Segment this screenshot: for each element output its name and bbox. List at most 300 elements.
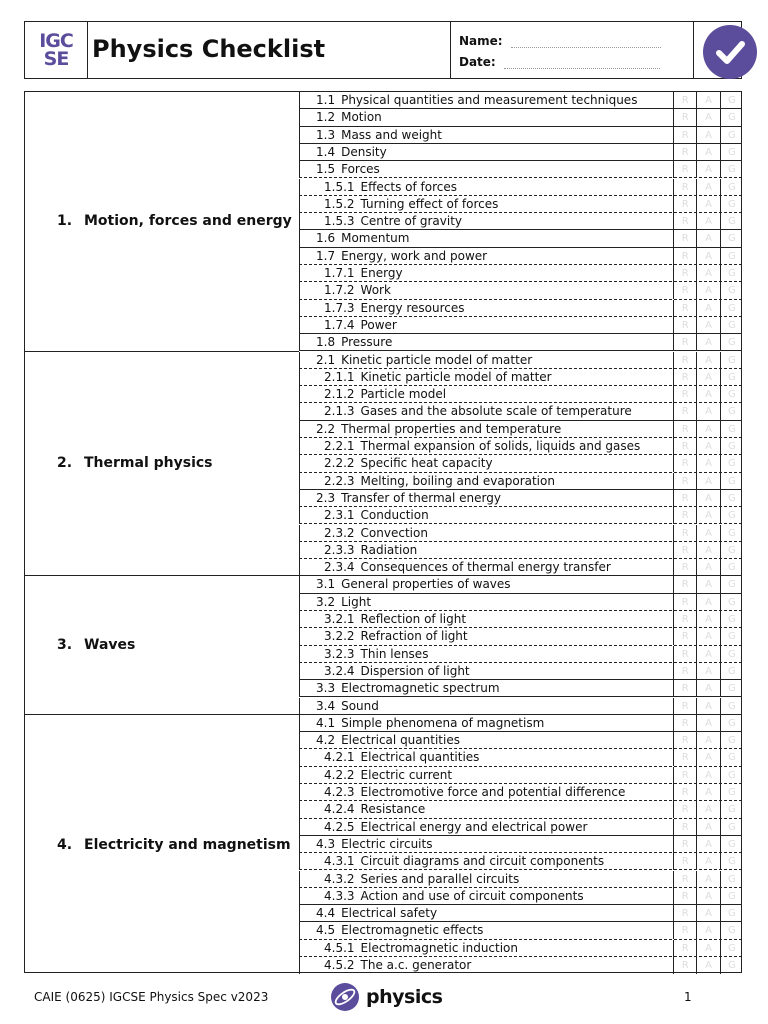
section-title: Waves (84, 637, 136, 654)
checklist-row (299, 525, 742, 542)
rag-box-r[interactable]: R (673, 611, 696, 628)
checklist-row (299, 646, 742, 663)
rag-box-g[interactable]: G (720, 784, 743, 801)
checklist-row (299, 698, 742, 715)
topic-label (300, 369, 673, 386)
topic-text: Pressure (341, 335, 393, 350)
rag-boxes (673, 490, 743, 507)
rag-box-a[interactable]: A (696, 888, 719, 905)
name-row[interactable]: Name: (459, 34, 661, 48)
rag-box-r[interactable]: R (673, 871, 696, 888)
rag-box-r[interactable]: R (673, 300, 696, 317)
topic-text: Specific heat capacity (360, 456, 493, 471)
rag-box-a[interactable]: A (696, 403, 719, 420)
rag-box-g[interactable]: G (720, 403, 743, 420)
topic-label (300, 144, 673, 161)
rag-box-a[interactable]: A (696, 196, 719, 213)
rag-box-r[interactable]: R (673, 698, 696, 715)
rag-box-g[interactable]: G (720, 213, 743, 230)
checklist-row (299, 940, 742, 957)
rag-box-a[interactable]: A (696, 922, 719, 939)
rag-box-g[interactable]: G (720, 801, 743, 818)
rag-box-a[interactable]: A (696, 127, 719, 144)
rag-box-g[interactable]: G (720, 888, 743, 905)
rag-boxes (673, 127, 743, 144)
rag-boxes (673, 940, 743, 957)
topic-label (300, 836, 673, 853)
rag-boxes (673, 92, 743, 109)
rag-boxes (673, 784, 743, 801)
rag-box-g[interactable]: G (720, 161, 743, 178)
topic-code: 1.7.3 (324, 300, 355, 315)
topic-code: 1.5 (316, 162, 336, 177)
rag-box-g[interactable]: G (720, 680, 743, 697)
topic-text: Power (360, 317, 397, 332)
rag-boxes (673, 922, 743, 939)
rag-boxes (673, 525, 743, 542)
section-title: Thermal physics (84, 455, 213, 472)
rag-box-r[interactable]: R (673, 369, 696, 386)
topic-label (300, 421, 673, 438)
rag-box-r[interactable]: R (673, 507, 696, 524)
rag-box-a[interactable]: A (696, 230, 719, 247)
topic-label (300, 680, 673, 697)
rag-box-r[interactable]: R (673, 663, 696, 680)
rag-box-r[interactable]: R (673, 576, 696, 593)
rag-box-g[interactable]: G (720, 559, 743, 576)
rag-box-g[interactable]: G (720, 646, 743, 663)
date-row[interactable]: Date: (459, 55, 660, 69)
checklist-row (299, 127, 742, 144)
rag-box-r[interactable]: R (673, 213, 696, 230)
topic-code: 2.3 (316, 490, 336, 505)
topic-code: 4.3 (316, 836, 336, 851)
section-number: 2. (57, 455, 73, 472)
rag-box-r[interactable]: R (673, 109, 696, 126)
section-heading (25, 576, 299, 714)
igcse-logo-box (25, 22, 88, 78)
rag-box-r[interactable]: R (673, 801, 696, 818)
rag-box-r[interactable]: R (673, 749, 696, 766)
rag-box-r[interactable]: R (673, 438, 696, 455)
rag-box-g[interactable]: G (720, 490, 743, 507)
rag-box-g[interactable]: G (720, 836, 743, 853)
rag-box-r[interactable]: R (673, 403, 696, 420)
rag-box-g[interactable]: G (720, 386, 743, 403)
topic-label (300, 905, 673, 922)
checklist-row (299, 871, 742, 888)
rag-box-a[interactable]: A (696, 248, 719, 265)
rag-box-a[interactable]: A (696, 386, 719, 403)
rag-box-r[interactable]: R (673, 196, 696, 213)
rag-box-a[interactable]: A (696, 871, 719, 888)
checklist-row (299, 455, 742, 472)
rag-box-r[interactable]: R (673, 490, 696, 507)
rag-box-g[interactable]: G (720, 92, 743, 109)
topic-text: Kinetic particle model of matter (360, 369, 552, 384)
rag-box-r[interactable]: R (673, 92, 696, 109)
topic-label (300, 576, 673, 593)
rag-box-r[interactable]: R (673, 594, 696, 611)
rag-box-a[interactable]: A (696, 352, 719, 369)
topic-code: 1.5.2 (324, 196, 355, 211)
rag-box-a[interactable]: A (696, 438, 719, 455)
topic-code: 4.5.1 (324, 940, 355, 955)
topic-label (300, 559, 673, 576)
checklist-row (299, 628, 742, 645)
rag-box-g[interactable]: G (720, 853, 743, 870)
rag-box-a[interactable]: A (696, 836, 719, 853)
rag-box-g[interactable]: G (720, 525, 743, 542)
topic-text: Electromagnetic spectrum (341, 681, 500, 696)
rag-boxes (673, 680, 743, 697)
rag-box-a[interactable]: A (696, 801, 719, 818)
checklist-row (299, 282, 742, 299)
rag-box-a[interactable]: A (696, 109, 719, 126)
topic-code: 2.1.2 (324, 387, 355, 402)
topic-label (300, 386, 673, 403)
topic-text: Electric circuits (341, 836, 433, 851)
rag-box-a[interactable]: A (696, 179, 719, 196)
topic-code: 1.7.4 (324, 317, 355, 332)
rag-boxes (673, 421, 743, 438)
rag-box-g[interactable]: G (720, 455, 743, 472)
rag-box-a[interactable]: A (696, 282, 719, 299)
topic-text: Electromotive force and potential difference (360, 785, 626, 799)
rag-box-g[interactable]: G (720, 871, 743, 888)
topic-label (300, 646, 673, 663)
topic-label (300, 334, 673, 351)
rag-box-g[interactable]: G (720, 715, 743, 732)
rag-box-r[interactable]: R (673, 265, 696, 282)
rag-box-g[interactable]: G (720, 905, 743, 922)
topic-code: 3.2.4 (324, 663, 355, 678)
rag-box-g[interactable]: G (720, 248, 743, 265)
topic-code: 1.1 (316, 93, 336, 107)
rag-box-g[interactable]: G (720, 473, 743, 490)
topic-label (300, 507, 673, 524)
topic-code: 2.1.3 (324, 404, 355, 419)
rag-box-g[interactable]: G (720, 732, 743, 749)
rag-box-g[interactable]: G (720, 265, 743, 282)
rag-box-r[interactable]: R (673, 853, 696, 870)
checklist-row (299, 403, 742, 420)
topic-label (300, 300, 673, 317)
rag-boxes (673, 957, 743, 974)
rag-box-a[interactable]: A (696, 455, 719, 472)
rag-box-a[interactable]: A (696, 559, 719, 576)
rag-box-r[interactable]: R (673, 282, 696, 299)
topic-text: Simple phenomena of magnetism (341, 715, 545, 730)
name-field[interactable] (511, 38, 661, 48)
rag-box-g[interactable]: G (720, 819, 743, 836)
rag-box-g[interactable]: G (720, 576, 743, 593)
rag-box-a[interactable]: A (696, 161, 719, 178)
checklist-row (299, 732, 742, 749)
topic-label (300, 715, 673, 732)
rag-box-a[interactable]: A (696, 300, 719, 317)
checklist-row (299, 196, 742, 213)
rag-box-g[interactable]: G (720, 542, 743, 559)
topic-label (300, 352, 673, 369)
checklist-row (299, 663, 742, 680)
topic-code: 1.4 (316, 144, 336, 159)
topic-text: Momentum (341, 231, 410, 246)
rag-box-g[interactable]: G (720, 663, 743, 680)
checklist-row (299, 767, 742, 784)
rag-boxes (673, 732, 743, 749)
topic-label (300, 698, 673, 715)
checklist-row (299, 594, 742, 611)
topic-label (300, 179, 673, 196)
rag-box-a[interactable]: A (696, 369, 719, 386)
rag-boxes (673, 369, 743, 386)
topic-label (300, 282, 673, 299)
rag-box-g[interactable]: G (720, 230, 743, 247)
rag-box-r[interactable]: R (673, 680, 696, 697)
rag-box-a[interactable]: A (696, 334, 719, 351)
topic-label (300, 871, 673, 888)
rag-boxes (673, 179, 743, 196)
rag-box-r[interactable]: R (673, 455, 696, 472)
topic-code: 1.3 (316, 127, 336, 142)
topic-text: Electric current (360, 767, 453, 782)
rag-box-g[interactable]: G (720, 438, 743, 455)
rag-box-g[interactable]: G (720, 698, 743, 715)
rag-box-g[interactable]: G (720, 767, 743, 784)
rag-box-r[interactable]: R (673, 542, 696, 559)
rag-box-g[interactable]: G (720, 334, 743, 351)
rag-box-r[interactable]: R (673, 646, 696, 663)
topic-code: 4.3.2 (324, 871, 355, 886)
topic-label (300, 490, 673, 507)
rag-box-g[interactable]: G (720, 300, 743, 317)
rag-box-a[interactable]: A (696, 265, 719, 282)
rag-box-g[interactable]: G (720, 196, 743, 213)
checklist-row (299, 421, 742, 438)
rag-box-a[interactable]: A (696, 611, 719, 628)
rag-box-a[interactable]: A (696, 490, 719, 507)
rag-boxes (673, 853, 743, 870)
rag-box-a[interactable]: A (696, 905, 719, 922)
rag-box-a[interactable]: A (696, 940, 719, 957)
rag-boxes (673, 646, 743, 663)
rag-box-g[interactable]: G (720, 282, 743, 299)
rag-box-a[interactable]: A (696, 715, 719, 732)
rag-boxes (673, 265, 743, 282)
rag-box-r[interactable]: R (673, 888, 696, 905)
topic-text: Dispersion of light (360, 663, 470, 678)
rag-boxes (673, 455, 743, 472)
topic-text: Turning effect of forces (360, 196, 499, 211)
rag-box-r[interactable]: R (673, 957, 696, 974)
rag-box-r[interactable]: R (673, 767, 696, 784)
date-field[interactable] (504, 59, 660, 69)
checklist-row (299, 542, 742, 559)
topic-label (300, 819, 673, 836)
rag-box-a[interactable]: A (696, 853, 719, 870)
rag-box-r[interactable]: R (673, 144, 696, 161)
rag-box-a[interactable]: A (696, 749, 719, 766)
topic-label (300, 196, 673, 213)
topic-code: 1.7.1 (324, 266, 355, 280)
topic-code: 2.3.2 (324, 525, 355, 540)
rag-box-g[interactable]: G (720, 594, 743, 611)
topic-label (300, 161, 673, 178)
rag-box-a[interactable]: A (696, 317, 719, 334)
rag-box-g[interactable]: G (720, 507, 743, 524)
rag-box-g[interactable]: G (720, 611, 743, 628)
rag-boxes (673, 819, 743, 836)
topic-text: Electromagnetic effects (341, 923, 484, 938)
rag-box-g[interactable]: G (720, 957, 743, 974)
checklist-row (299, 680, 742, 697)
rag-box-g[interactable]: G (720, 922, 743, 939)
rag-box-r[interactable]: R (673, 905, 696, 922)
rag-box-a[interactable]: A (696, 507, 719, 524)
topic-label (300, 940, 673, 957)
rag-box-a[interactable]: A (696, 473, 719, 490)
rag-box-r[interactable]: R (673, 559, 696, 576)
topic-text: Light (341, 594, 372, 609)
topic-code: 4.4 (316, 906, 336, 921)
topic-code: 2.3.1 (324, 508, 355, 523)
rag-boxes (673, 871, 743, 888)
rag-box-r[interactable]: R (673, 421, 696, 438)
rag-box-r[interactable]: R (673, 940, 696, 957)
rag-box-a[interactable]: A (696, 525, 719, 542)
rag-box-r[interactable]: R (673, 922, 696, 939)
topic-text: Electrical safety (341, 906, 438, 921)
topic-label (300, 127, 673, 144)
rag-boxes (673, 473, 743, 490)
rag-box-r[interactable]: R (673, 248, 696, 265)
topic-text: Sound (341, 698, 379, 713)
rag-box-g[interactable]: G (720, 317, 743, 334)
topic-text: Energy, work and power (341, 248, 488, 263)
rag-box-a[interactable]: A (696, 767, 719, 784)
topic-label (300, 230, 673, 247)
rag-boxes (673, 767, 743, 784)
rag-box-g[interactable]: G (720, 940, 743, 957)
topic-text: Motion (341, 110, 382, 125)
rag-box-a[interactable]: A (696, 594, 719, 611)
topic-label (300, 611, 673, 628)
topic-text: Refraction of light (360, 629, 468, 644)
rag-box-a[interactable]: A (696, 680, 719, 697)
topic-code: 4.2.5 (324, 819, 355, 834)
topic-label (300, 801, 673, 818)
rag-box-r[interactable]: R (673, 628, 696, 645)
rag-box-g[interactable]: G (720, 127, 743, 144)
rag-box-a[interactable]: A (696, 628, 719, 645)
rag-boxes (673, 836, 743, 853)
rag-box-r[interactable]: R (673, 334, 696, 351)
rag-box-g[interactable]: G (720, 749, 743, 766)
rag-boxes (673, 698, 743, 715)
topic-label (300, 888, 673, 905)
rag-box-g[interactable]: G (720, 369, 743, 386)
rag-box-a[interactable]: A (696, 784, 719, 801)
topic-label (300, 767, 673, 784)
topic-code: 4.1 (316, 715, 336, 730)
rag-box-a[interactable]: A (696, 542, 719, 559)
rag-boxes (673, 386, 743, 403)
rag-boxes (673, 334, 743, 351)
checklist-row (299, 144, 742, 161)
rag-box-a[interactable]: A (696, 421, 719, 438)
checklist-row (299, 576, 742, 593)
rag-boxes (673, 801, 743, 818)
rag-box-g[interactable]: G (720, 179, 743, 196)
topic-code: 1.5.1 (324, 179, 355, 194)
rag-box-a[interactable]: A (696, 698, 719, 715)
rag-box-g[interactable]: G (720, 352, 743, 369)
rag-box-r[interactable]: R (673, 230, 696, 247)
rag-box-r[interactable]: R (673, 836, 696, 853)
topic-code: 4.2.2 (324, 767, 355, 782)
checklist-row (299, 161, 742, 178)
rag-box-r[interactable]: R (673, 525, 696, 542)
topic-label (300, 853, 673, 870)
topic-code: 4.2.3 (324, 785, 355, 799)
topic-label (300, 525, 673, 542)
rag-box-a[interactable]: A (696, 957, 719, 974)
rag-box-g[interactable]: G (720, 109, 743, 126)
rag-box-a[interactable]: A (696, 576, 719, 593)
checklist-row (299, 386, 742, 403)
topic-label (300, 628, 673, 645)
topic-text: Radiation (360, 542, 418, 557)
rag-box-a[interactable]: A (696, 663, 719, 680)
checklist-row (299, 957, 742, 974)
rag-box-r[interactable]: R (673, 352, 696, 369)
rag-box-a[interactable]: A (696, 92, 719, 109)
rag-box-g[interactable]: G (720, 628, 743, 645)
rag-box-r[interactable]: R (673, 732, 696, 749)
topic-label (300, 403, 673, 420)
rag-box-a[interactable]: A (696, 213, 719, 230)
rag-box-a[interactable]: A (696, 144, 719, 161)
topic-label (300, 749, 673, 766)
checklist-row (299, 213, 742, 230)
name-date-box (450, 22, 694, 78)
rag-box-a[interactable]: A (696, 732, 719, 749)
rag-box-r[interactable]: R (673, 179, 696, 196)
rag-box-r[interactable]: R (673, 473, 696, 490)
rag-box-r[interactable]: R (673, 317, 696, 334)
rag-box-r[interactable]: R (673, 127, 696, 144)
topic-label (300, 109, 673, 126)
rag-boxes (673, 196, 743, 213)
checklist-row (299, 490, 742, 507)
rag-box-r[interactable]: R (673, 819, 696, 836)
rag-box-r[interactable]: R (673, 784, 696, 801)
rag-box-r[interactable]: R (673, 386, 696, 403)
rag-box-g[interactable]: G (720, 421, 743, 438)
topic-label (300, 92, 673, 109)
checklist-row (299, 749, 742, 766)
checklist-row (299, 888, 742, 905)
rag-box-r[interactable]: R (673, 161, 696, 178)
topic-code: 1.7 (316, 248, 336, 263)
rag-box-a[interactable]: A (696, 646, 719, 663)
rag-box-r[interactable]: R (673, 715, 696, 732)
rag-box-a[interactable]: A (696, 819, 719, 836)
rag-box-g[interactable]: G (720, 144, 743, 161)
topic-text: Electromagnetic induction (360, 940, 519, 955)
checklist-row (299, 559, 742, 576)
